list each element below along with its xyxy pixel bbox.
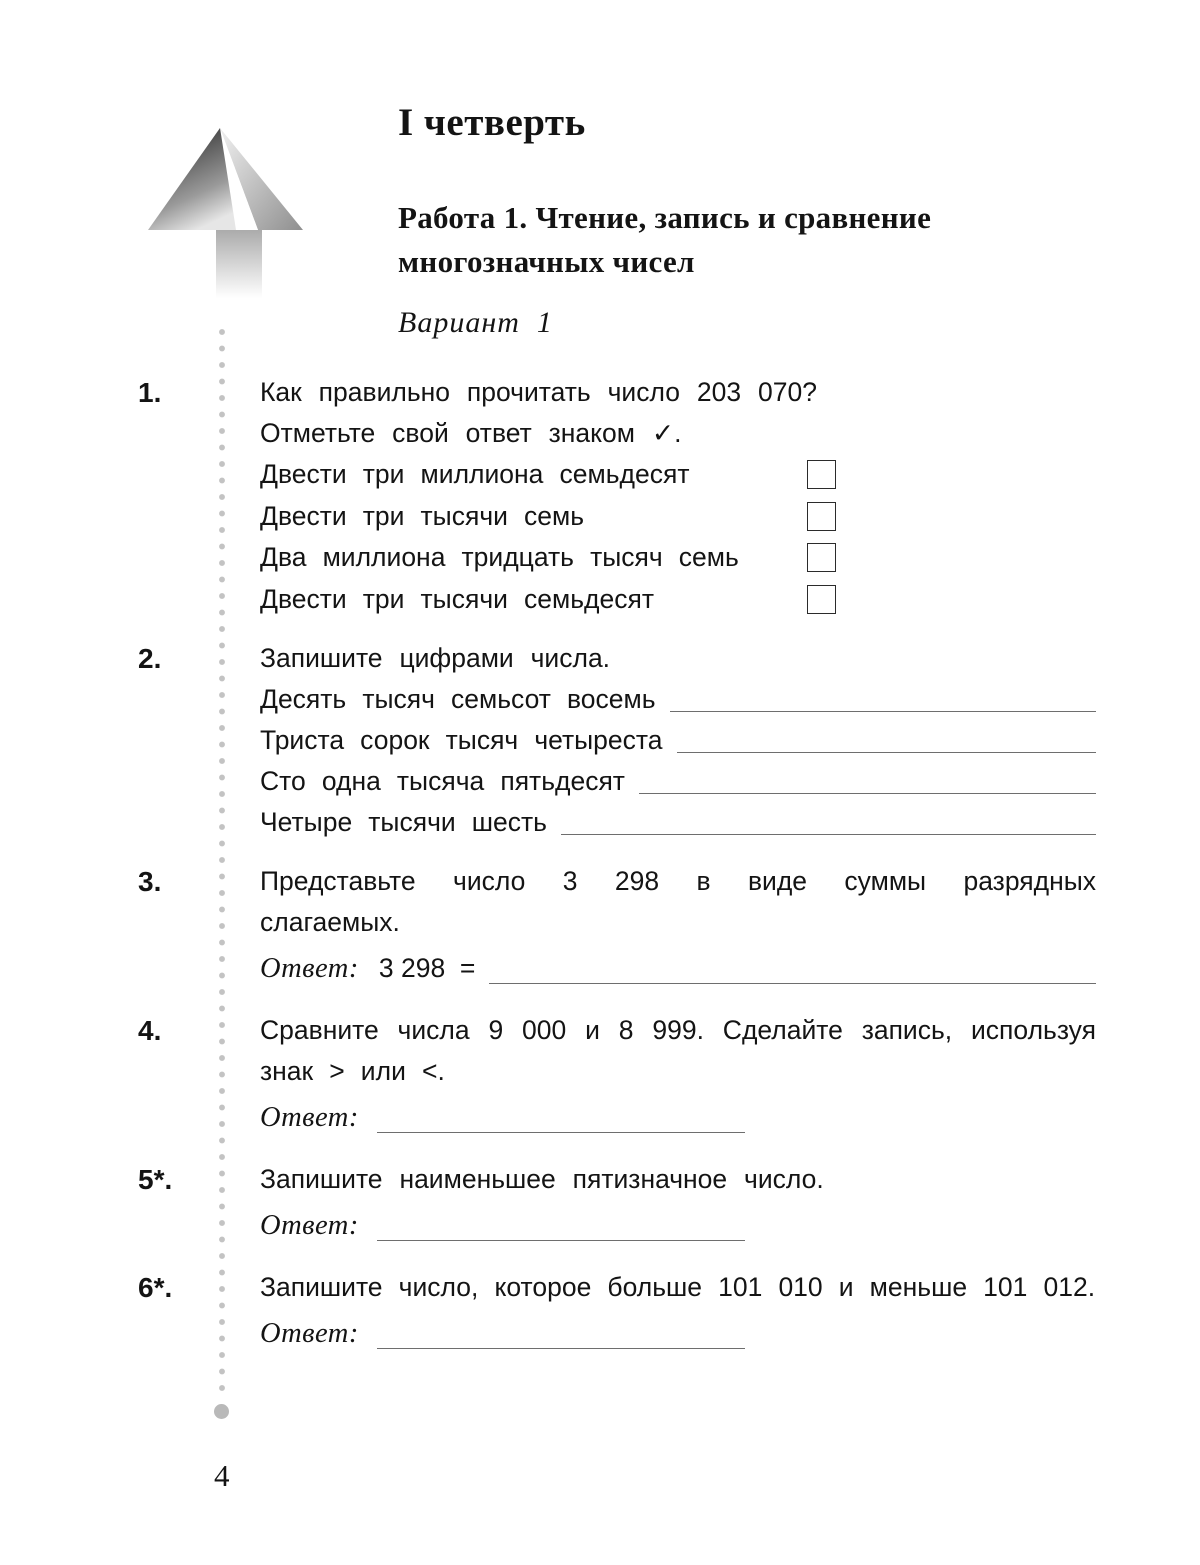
task-text-line: Как правильно прочитать число 203 070? xyxy=(260,377,817,407)
answer-row xyxy=(260,948,1096,992)
option-label: Два миллиона тридцать тысяч семь xyxy=(260,542,739,573)
task-number: 3. xyxy=(138,866,162,897)
task-number: 5*. xyxy=(138,1164,173,1195)
option-label: Двести три миллиона семьдесят xyxy=(260,459,690,490)
work-title: Работа 1. Чтение, запись и сравнение многозначных чисел xyxy=(398,200,932,280)
answer-blank[interactable] xyxy=(677,752,1097,753)
answer-blank[interactable] xyxy=(377,1348,745,1349)
write-in-row xyxy=(260,679,1096,720)
answer-blank[interactable] xyxy=(377,1240,745,1241)
answer-blank[interactable] xyxy=(489,983,1096,984)
answer-row xyxy=(260,1313,1096,1357)
answer-label: Ответ: xyxy=(260,1210,359,1241)
task-number: 1. xyxy=(138,377,162,408)
dotted-divider-end-dot xyxy=(214,1404,229,1419)
task-2 xyxy=(138,638,1096,843)
answer-label: Ответ: xyxy=(260,1318,359,1349)
write-in-row xyxy=(260,802,1096,843)
task-5 xyxy=(138,1159,1096,1249)
number-words-label: Десять тысяч семьсот восемь xyxy=(260,684,656,714)
page-number: 4 xyxy=(214,1458,230,1493)
task-number: 4. xyxy=(138,1015,162,1046)
quarter-title: I четверть xyxy=(398,101,586,144)
answer-row xyxy=(260,1205,1096,1249)
answer-prefix: 3 298 = xyxy=(378,953,476,983)
answer-row xyxy=(260,1097,1096,1141)
task-number: 2. xyxy=(138,643,162,674)
pyramid-arrow-graphic xyxy=(146,126,311,300)
write-in-row xyxy=(260,720,1096,761)
option-label: Двести три тысячи семьдесят xyxy=(260,583,655,614)
number-words-label: Сто одна тысяча пятьдесят xyxy=(260,766,625,796)
answer-blank[interactable] xyxy=(561,834,1096,835)
answer-blank[interactable] xyxy=(670,711,1096,712)
answer-label: Ответ: xyxy=(260,953,359,984)
answer-checkbox[interactable] xyxy=(807,460,836,489)
option-row xyxy=(260,496,836,538)
option-row xyxy=(260,537,836,579)
task-text-line: Запишите цифрами числа. xyxy=(260,643,611,673)
answer-checkbox[interactable] xyxy=(807,502,836,531)
answer-blank[interactable] xyxy=(639,793,1096,794)
answer-blank[interactable] xyxy=(377,1132,745,1133)
answer-label: Ответ: xyxy=(260,1102,359,1133)
option-label: Двести три тысячи семь xyxy=(260,500,585,531)
task-text: Сравните числа 9 000 и 8 999. Сделайте запись, используя знак > или <. xyxy=(260,1015,1096,1086)
write-in-row xyxy=(260,761,1096,802)
task-3 xyxy=(138,861,1096,992)
number-words-label: Триста сорок тысяч четыреста xyxy=(260,725,663,755)
tasks-list xyxy=(138,372,1096,1375)
task-text: Запишите число, которое больше 101 010 и меньше 101 012. xyxy=(260,1272,1096,1302)
task-6 xyxy=(138,1267,1096,1357)
option-row xyxy=(260,579,836,621)
task-4 xyxy=(138,1010,1096,1141)
answer-checkbox[interactable] xyxy=(807,543,836,572)
answer-checkbox[interactable] xyxy=(807,585,836,614)
number-words-label: Четыре тысячи шесть xyxy=(260,807,547,837)
task-number: 6*. xyxy=(138,1272,173,1303)
task-text-line: Отметьте свой ответ знаком ✓. xyxy=(260,418,682,448)
task-1 xyxy=(138,372,1096,620)
task-text: Запишите наименьшее пятизначное число. xyxy=(260,1164,824,1194)
task-text: Представьте число 3 298 в виде суммы разрядных слагаемых. xyxy=(260,866,1096,937)
variant-title: Вариант 1 xyxy=(398,306,553,339)
option-row xyxy=(260,454,836,496)
